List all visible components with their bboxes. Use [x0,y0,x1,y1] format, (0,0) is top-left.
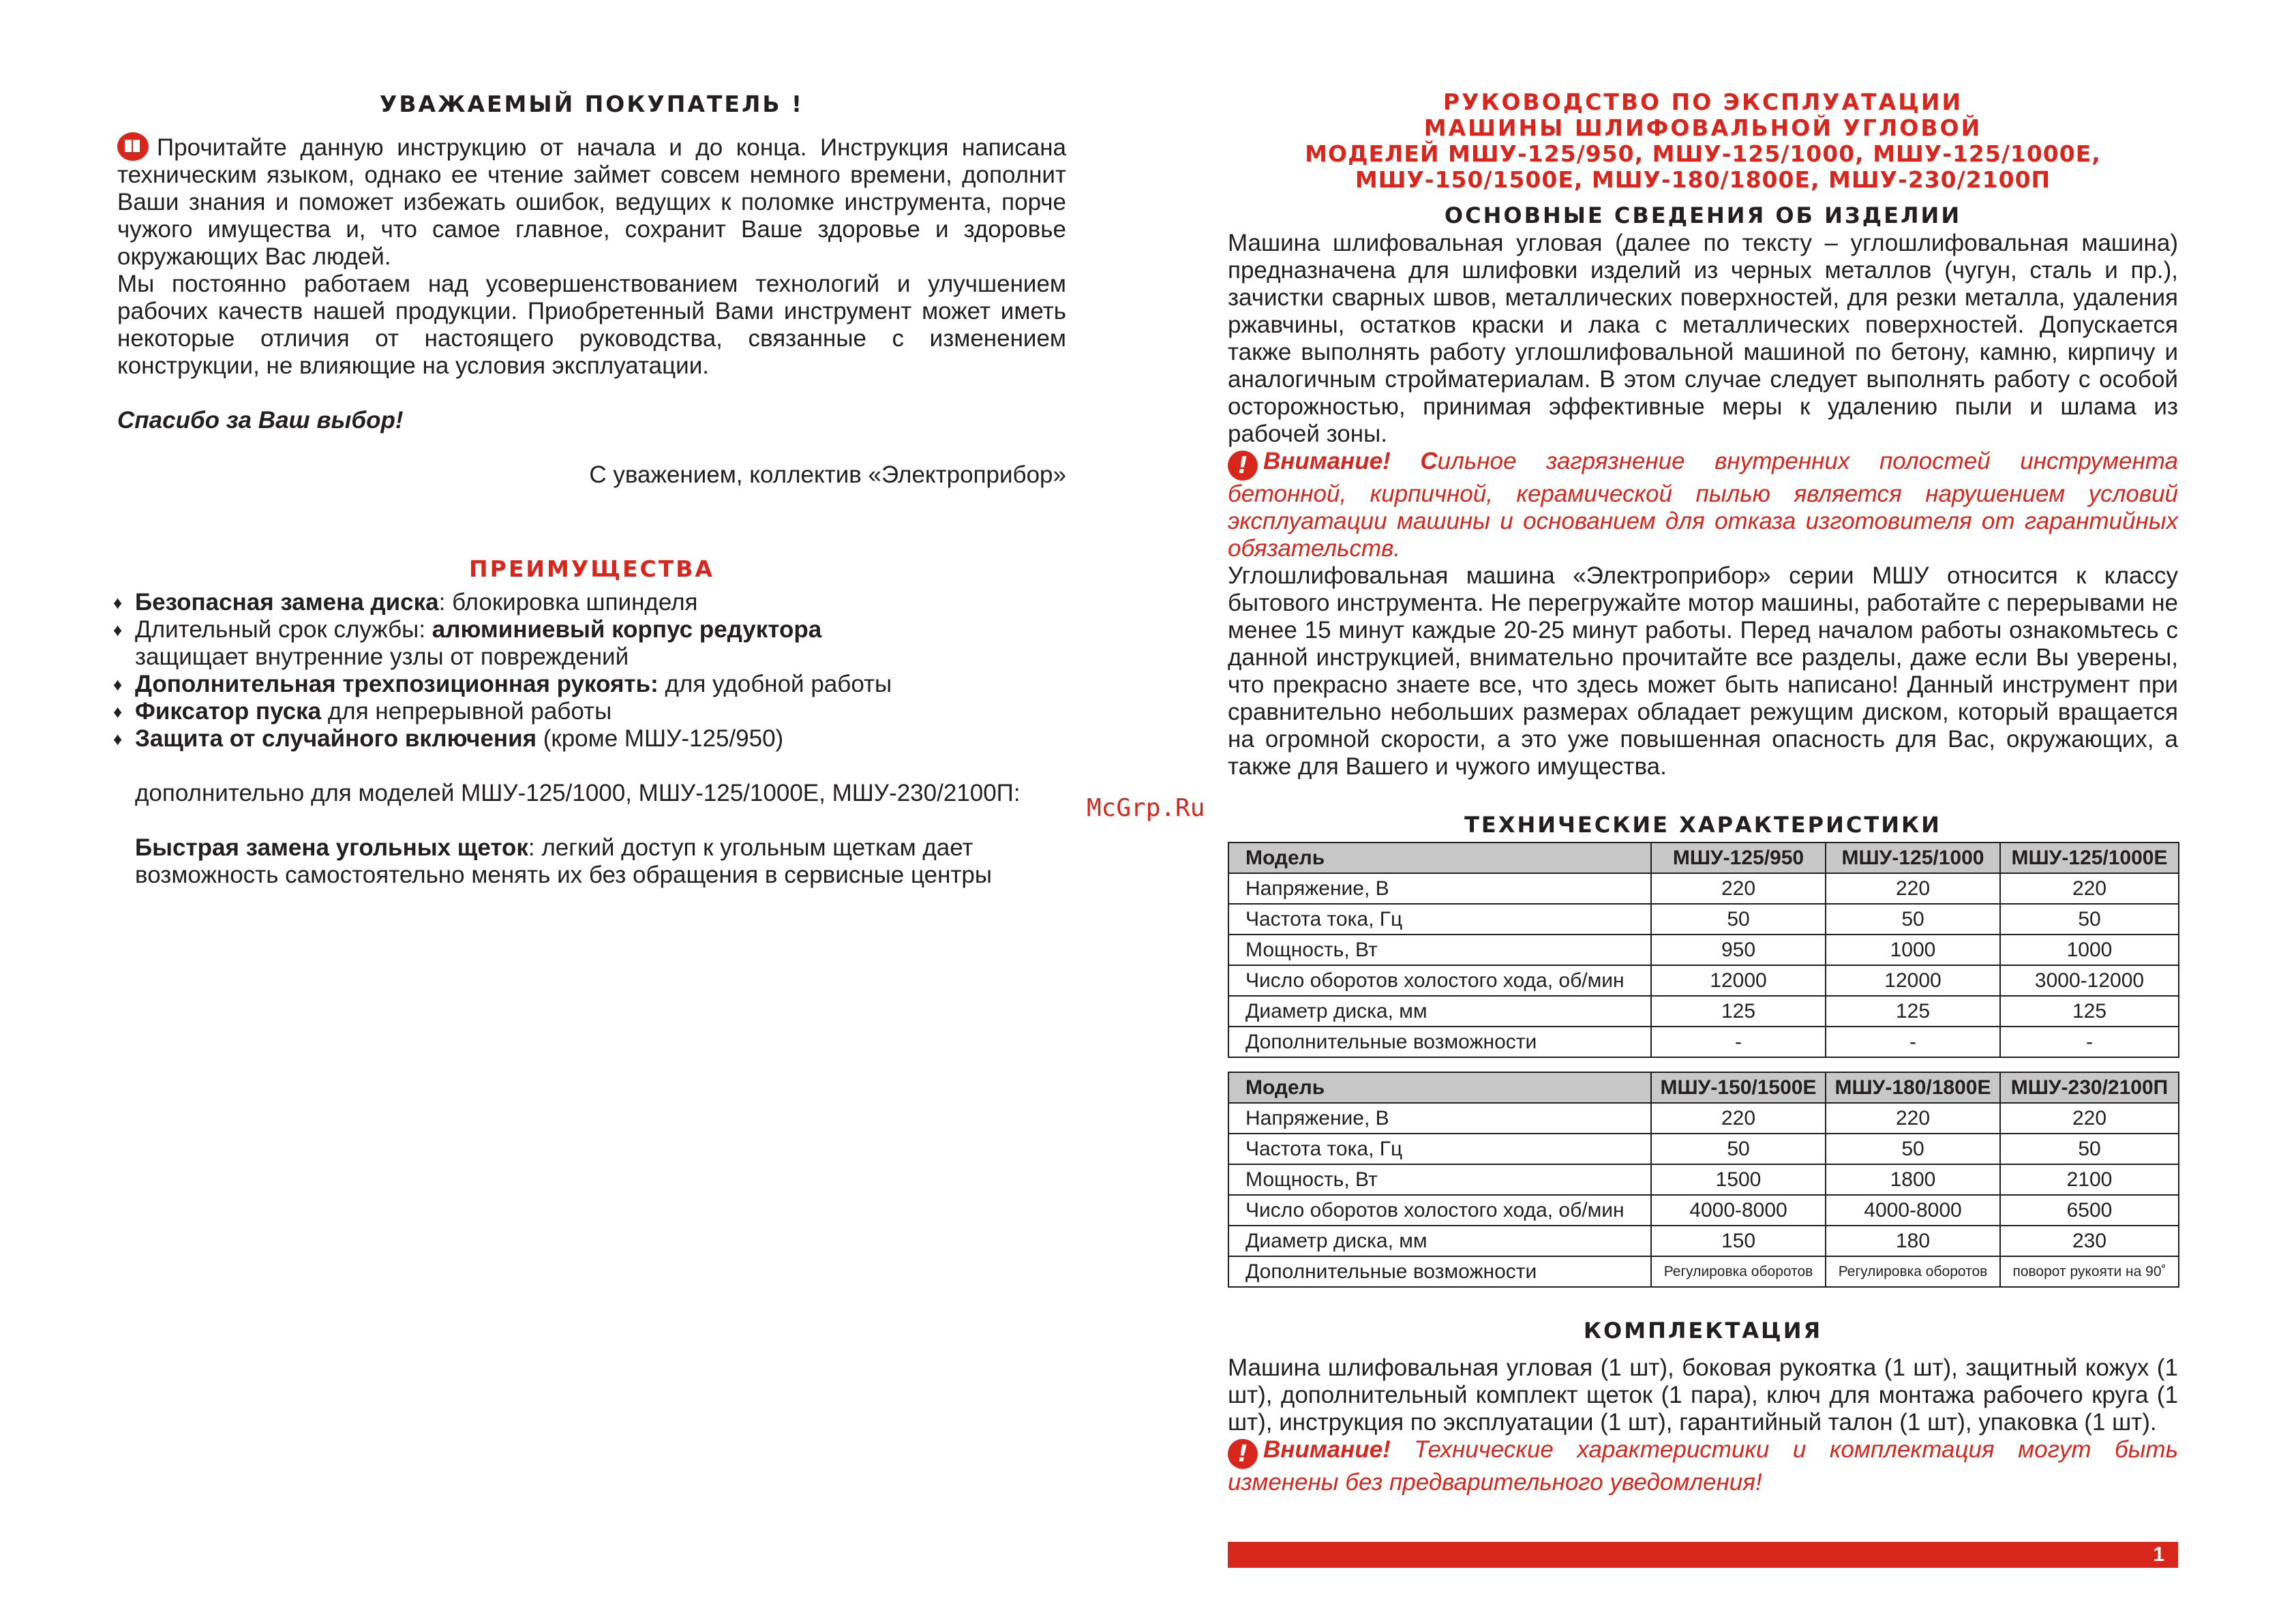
table-cell: 50 [2000,904,2179,935]
list-item: ♦ Дополнительная трехпозиционная рукоять: для удобной работы [113,671,892,697]
table-cell: 50 [1826,1134,2000,1164]
table-row [1228,965,2179,996]
table-row [1228,1164,2179,1195]
table-header-cell: МШУ-125/1000 [1826,843,2000,873]
table-cell: 220 [1826,1103,2000,1134]
table-row [1228,1226,2179,1256]
table-cell: Мощность, Вт [1228,935,1651,965]
table-cell: 12000 [1826,965,2000,996]
table-row [1228,1256,2179,1287]
table-row [1228,1195,2179,1226]
table-cell: Число оборотов холостого хода, об/мин [1228,1195,1651,1226]
table-cell: 180 [1826,1226,2000,1256]
basic-paragraph-2: Углошлифовальная машина «Электроприбор» серии МШУ относится к классу бытового инструмента. Не перегружайте мотор машины, работайте с перерывами не менее 15 минут каждые 20-25 минут работы. Перед началом работы ознакомьтесь с данной инструкцией, внимательно прочитайте все разделы, даже если Вы уверены, что прекрасно знаете все, что здесь может быть написано! Данный инструмент при сравнительно небольших размерах обладает режущим диском, который вращается на огромной скорости, а это уже повышенная опасность для Вас, окружающих, а также для Вашего и чужого имущества. [1228,562,2178,780]
table-row [1228,935,2179,965]
table-cell: поворот рукояти на 90˚ [2000,1256,2179,1287]
table-cell: 125 [1826,996,2000,1027]
left-page [113,85,1066,889]
extra-models-text: дополнительно для моделей МШУ-125/1000, МШУ-125/1000Е, МШУ-230/2100П: [135,780,1021,806]
table-cell: 950 [1651,935,1826,965]
table-header-row [1228,1072,2179,1103]
table-cell: 220 [1651,1103,1826,1134]
table-cell: 230 [2000,1226,2179,1256]
table-header-cell: Модель [1228,843,1651,873]
table-header-row [1228,843,2179,873]
list-item: ♦ Безопасная замена диска: блокировка шпинделя [113,589,698,616]
table-cell: Диаметр диска, мм [1228,1226,1651,1256]
table-cell: 12000 [1651,965,1826,996]
list-item: ♦ Фиксатор пуска для непрерывной работы [113,698,612,725]
table-cell: - [1651,1027,1826,1057]
exclamation-icon: ! [1228,1439,1258,1469]
table-row [1228,1103,2179,1134]
table-cell: 3000-12000 [2000,965,2179,996]
table-cell: 220 [1651,873,1826,904]
advantages-list [113,589,1066,753]
table-cell: 1800 [1826,1164,2000,1195]
table-cell: Диаметр диска, мм [1228,996,1651,1027]
table-cell: 6500 [2000,1195,2179,1226]
table-cell: Напряжение, В [1228,873,1651,904]
right-page [1228,85,2178,1496]
table-cell: Дополнительные возможности [1228,1256,1651,1287]
manual-title-line: РУКОВОДСТВО ПО ЭКСПЛУАТАЦИИ [1442,89,1963,115]
table-cell: 50 [1651,1134,1826,1164]
book-icon [117,132,149,161]
warning-changes: ! Внимание! Технические характеристики и комплектация могут быть изменены без предварительного уведомления! [1228,1436,2178,1496]
table-cell: 220 [1826,873,2000,904]
table-cell: Частота тока, Гц [1228,904,1651,935]
intro-paragraph-1: Прочитайте данную инструкцию от начала и до конца. Инструкция написана техническим языком, однако ее чтение займет совсем немного времени, дополнит Ваши знания и поможет избежать ошибок, ведущих к поломке инструмента, порче чужого имущества и, что самое главное, сохранит Ваше здоровье и здоровье окружающих Вас людей. [117,132,1066,271]
table-cell: 1000 [2000,935,2179,965]
table-cell: 220 [2000,873,2179,904]
table-cell: Регулировка оборотов [1651,1256,1826,1287]
table-cell: 50 [2000,1134,2179,1164]
advantages-title: ПРЕИМУЩЕСТВА [469,556,714,582]
table-cell: - [1826,1027,2000,1057]
basic-paragraph-1: Машина шлифовальная угловая (далее по тексту – углошлифовальная машина) предназначена для шлифовки изделий из черных металлов (чугун, сталь и пр.), зачистки сварных швов, металлических поверхностей, для резки металла, удаления ржавчины, остатков краски и лака с металлических поверхностей. Допускается также выполнять работу углошлифовальной машиной по бетону, камню, кирпичу и аналогичным стройматериалам. В этом случае следует выполнять работу с особой осторожностью, принимая эффективные меры к удалению пыли и шлама из рабочей зоны. [1228,230,2178,447]
table-cell: 4000-8000 [1826,1195,2000,1226]
table-cell: Частота тока, Гц [1228,1134,1651,1164]
manual-title-line: МОДЕЛЕЙ МШУ-125/950, МШУ-125/1000, МШУ-125/1000Е, [1305,140,2101,167]
tech-specs-title: ТЕХНИЧЕСКИЕ ХАРАКТЕРИСТИКИ [1464,812,1942,838]
table-header-cell: МШУ-125/1000Е [2000,843,2179,873]
table-header-cell: МШУ-125/950 [1651,843,1826,873]
warning-dust: ! Внимание! Сильное загрязнение внутренних полостей инструмента бетонной, кирпичной, керамической пылью является нарушением условий эксплуатации машины и основанием для отказа изготовителя от гарантийных обязательств. [1228,448,2179,562]
watermark-text: McGrp.Ru [1087,794,1205,822]
kit-paragraph: Машина шлифовальная угловая (1 шт), боковая рукоятка (1 шт), защитный кожух (1 шт), дополнительный комплект щеток (1 пара), ключ для монтажа рабочего круга (1 шт), инструкция по эксплуатации (1 шт), гарантийный талон (1 шт), упаковка (1 шт). [1228,1354,2178,1436]
table-cell: Напряжение, В [1228,1103,1651,1134]
table-cell: 50 [1826,904,2000,935]
table-cell: 2100 [2000,1164,2179,1195]
specs-table-2 [1228,1072,2179,1288]
kit-title: КОМПЛЕКТАЦИЯ [1583,1318,1823,1344]
table-header-cell: Модель [1228,1072,1651,1103]
page-number: 1 [2153,1543,2164,1566]
table-cell: 1000 [1826,935,2000,965]
table-cell: - [2000,1027,2179,1057]
table-row [1228,1027,2179,1057]
brush-paragraph: Быстрая замена угольных щеток: легкий доступ к угольным щеткам дает возможность самостоятельно менять их без обращения в сервисные центры [135,834,993,888]
table-cell: Число оборотов холостого хода, об/мин [1228,965,1651,996]
diamond-bullet-icon: ♦ [113,620,123,640]
diamond-bullet-icon: ♦ [113,701,123,722]
diamond-bullet-icon: ♦ [113,592,123,613]
table-header-cell: МШУ-230/2100П [2000,1072,2179,1103]
table-cell: Мощность, Вт [1228,1164,1651,1195]
basic-info-title: ОСНОВНЫЕ СВЕДЕНИЯ ОБ ИЗДЕЛИИ [1444,202,1962,228]
table-cell: Дополнительные возможности [1228,1027,1651,1057]
manual-title-line: МШУ-150/1500Е, МШУ-180/1800Е, МШУ-230/2100П [1355,166,2051,193]
table-cell: 50 [1651,904,1826,935]
diamond-bullet-icon: ♦ [113,729,123,749]
thanks-text: Спасибо за Ваш выбор! [117,407,404,434]
table-cell: 125 [1651,996,1826,1027]
table-row [1228,904,2179,935]
table-header-cell: МШУ-180/1800Е [1826,1072,2000,1103]
list-item: ♦ Защита от случайного включения (кроме МШУ-125/950) [113,725,784,752]
manual-title [1228,89,2178,193]
table-cell: 1500 [1651,1164,1826,1195]
table-cell: 4000-8000 [1651,1195,1826,1226]
table-row [1228,1134,2179,1164]
manual-title-line: МАШИНЫ ШЛИФОВАЛЬНОЙ УГЛОВОЙ [1423,115,1982,141]
regards-text: С уважением, коллектив «Электроприбор» [589,461,1066,488]
specs-table-1 [1228,842,2179,1058]
table-row [1228,873,2179,904]
diamond-bullet-icon: ♦ [113,674,123,695]
footer-bar [1228,1542,2178,1568]
list-item: ♦ Длительный срок службы: алюминиевый корпус редуктора защищает внутренние узлы от повреждений [113,616,822,670]
table-header-cell: МШУ-150/1500Е [1651,1072,1826,1103]
intro-paragraph-2: Мы постоянно работаем над усовершенствованием технологий и улучшением рабочих качеств нашей продукции. Приобретенный Вами инструмент может иметь некоторые отличия от настоящего руководства, связанные с изменением конструкции, не влияющие на условия эксплуатации. [117,271,1066,379]
table-cell: Регулировка оборотов [1826,1256,2000,1287]
customer-title: УВАЖАЕМЫЙ ПОКУПАТЕЛЬ ! [379,91,804,117]
exclamation-icon: ! [1228,451,1258,481]
table-cell: 220 [2000,1103,2179,1134]
table-cell: 125 [2000,996,2179,1027]
table-cell: 150 [1651,1226,1826,1256]
table-row [1228,996,2179,1027]
